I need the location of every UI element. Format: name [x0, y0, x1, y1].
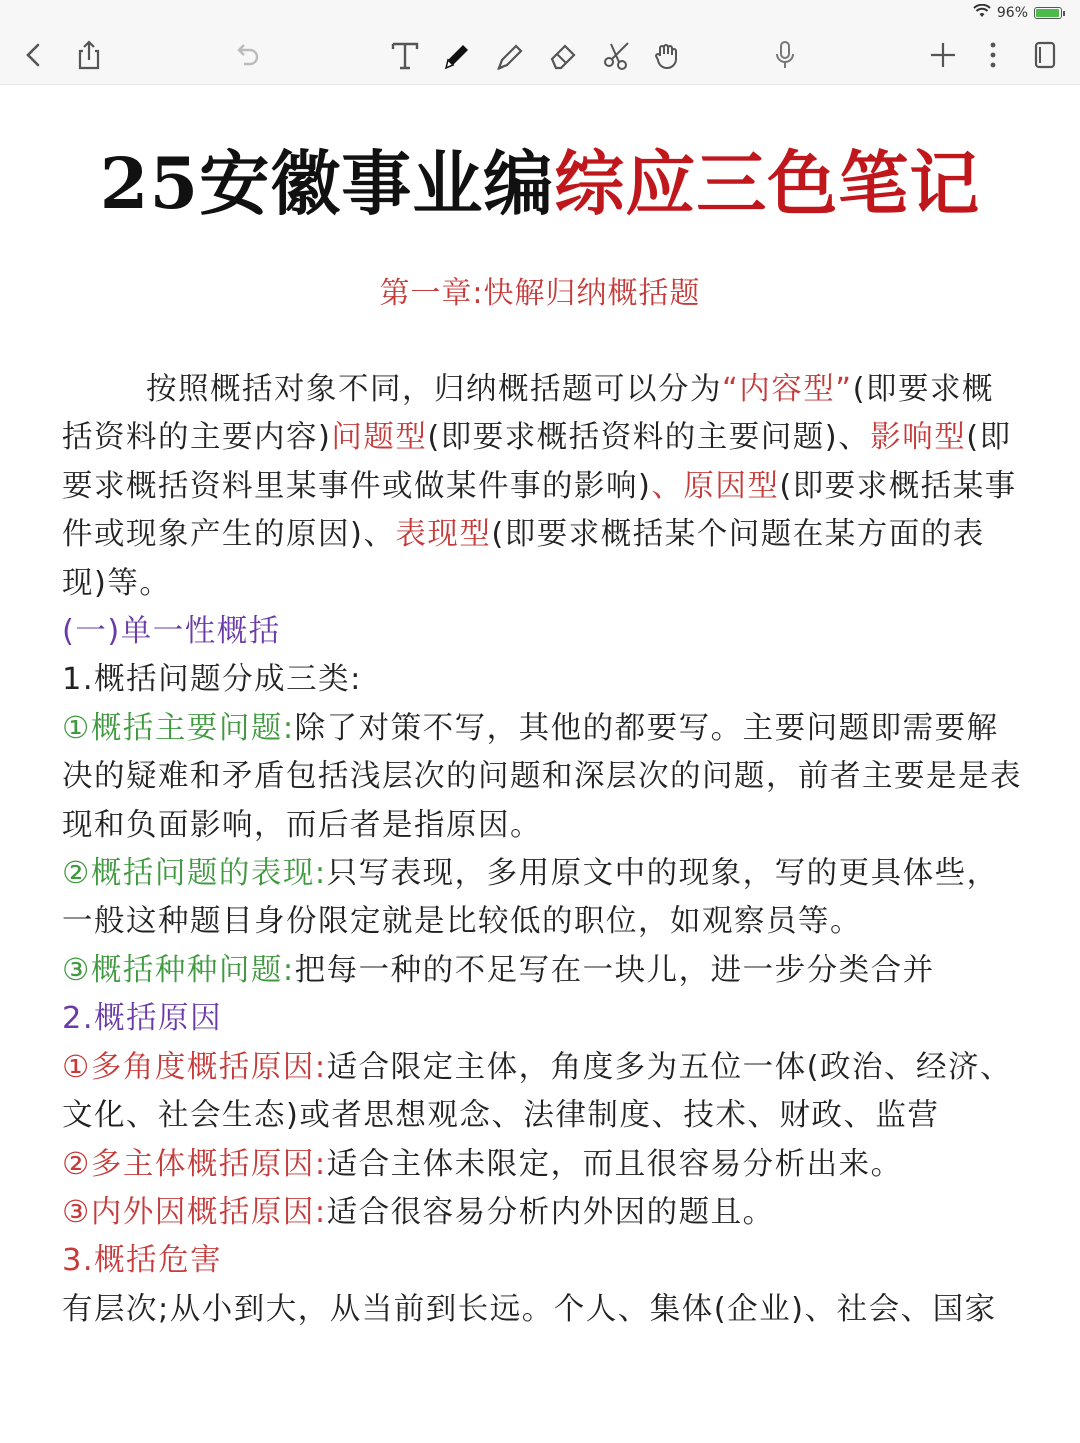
- item-text: 除了对策不写，其他的都要写。主要问题即需要解决的疑难和矛盾包括浅层次的问题和深层次的问题，前者主要是是表现和负面影响，而后者是指原因。: [62, 710, 1022, 843]
- pen-tool-icon[interactable]: [436, 34, 478, 76]
- item-label: ③内外因概括原因:: [62, 1194, 327, 1230]
- note-page: [0, 84, 1080, 1443]
- list-item: [62, 1189, 1022, 1237]
- eraser-icon[interactable]: [542, 34, 584, 76]
- page-title: [0, 144, 1080, 224]
- item-label: ①概括主要问题:: [62, 710, 295, 746]
- subsection-heading: 2.概括原因: [62, 1001, 223, 1037]
- intro-text: (即要求概括资料的主要内容): [62, 372, 995, 456]
- note-body: [62, 366, 1022, 1334]
- intro-text: (即要求概括某事件或现象产生的原因)、: [62, 468, 1017, 553]
- hand-icon[interactable]: [646, 34, 688, 76]
- item-label: ②多主体概括原因:: [62, 1146, 327, 1182]
- intro-text: (即要求概括资料里某事件或做某件事的影响): [62, 420, 1012, 504]
- highlighter-icon[interactable]: [490, 34, 532, 76]
- status-bar: [0, 0, 1080, 26]
- item-label: ③概括种种问题:: [62, 952, 295, 988]
- term-manifestation-type: 表现型: [395, 517, 492, 553]
- item-label: ②概括问题的表现:: [62, 856, 327, 892]
- scissors-icon[interactable]: [596, 34, 638, 76]
- wifi-icon: [973, 4, 991, 22]
- intro-text: (即要求概括某个问题在某方面的表现)等。: [62, 517, 985, 601]
- undo-icon[interactable]: [226, 34, 268, 76]
- item-text: 把每一种的不足写在一块儿，进一步分类合并: [294, 952, 935, 988]
- title-black: 25安徽事业编: [99, 142, 555, 225]
- item-label: ①多角度概括原因:: [62, 1049, 327, 1085]
- battery-percent: 96%: [996, 5, 1028, 21]
- list-item: [62, 850, 1022, 947]
- pages-icon[interactable]: [1024, 34, 1066, 76]
- list-item: [62, 1044, 1022, 1141]
- term-problem-type: 问题型: [331, 420, 428, 456]
- term-impact-type: 影响型: [870, 420, 967, 456]
- list-item: [62, 947, 1022, 995]
- microphone-icon[interactable]: [764, 34, 806, 76]
- item-text: 适合限定主体，角度多为五位一体(政治、经济、文化、社会生态)或者思想观念、法律制度、技术、财政、监营: [62, 1049, 1013, 1134]
- battery-icon: [1034, 7, 1062, 19]
- intro-paragraph: [62, 366, 1022, 608]
- section-heading: (一)单一性概括: [62, 614, 281, 650]
- intro-text: 按照概括对象不同，归纳概括题可以分为: [146, 372, 722, 407]
- title-red: 综应三色笔记: [554, 142, 981, 225]
- list-item: 有层次;从小到大，从当前到长远。个人、集体(企业)、社会、国家: [62, 1291, 997, 1327]
- term-content-type: “内容型”: [722, 372, 853, 407]
- item-text: 适合很容易分析内外因的题且。: [326, 1194, 775, 1230]
- subsection-heading: 1.概括问题分成三类:: [62, 662, 362, 698]
- intro-text: (即要求概括资料的主要问题)、: [427, 420, 871, 456]
- item-text: 适合主体未限定，而且很容易分析出来。: [326, 1146, 903, 1182]
- text-tool-icon[interactable]: [384, 34, 426, 76]
- more-icon[interactable]: [972, 34, 1014, 76]
- back-icon[interactable]: [12, 34, 54, 76]
- share-icon[interactable]: [68, 34, 110, 76]
- list-item: [62, 1141, 1022, 1189]
- add-icon[interactable]: [922, 34, 964, 76]
- chapter-subtitle: 第一章:快解归纳概括题: [379, 276, 701, 311]
- list-item: [62, 705, 1022, 850]
- subsection-heading: 3.概括危害: [62, 1243, 223, 1279]
- toolbar: [0, 26, 1080, 85]
- term-cause-type: 、原因型: [651, 468, 780, 504]
- item-text: 只写表现，多用原文中的现象，写的更具体些，一般这种题目身份限定就是比较低的职位，如观察员等。: [62, 856, 999, 940]
